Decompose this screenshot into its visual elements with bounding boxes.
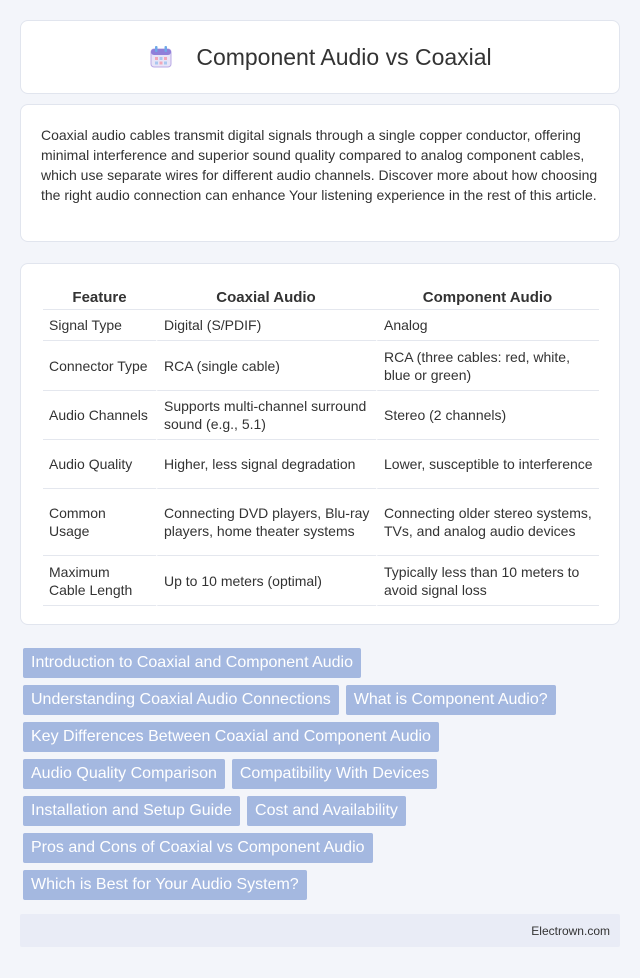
table-row xyxy=(43,556,599,606)
topic-link[interactable]: Introduction to Coaxial and Component Audio xyxy=(23,648,361,678)
topic-links xyxy=(23,648,623,907)
topic-link[interactable]: Compatibility With Devices xyxy=(232,759,437,789)
title-card xyxy=(20,20,620,94)
footer xyxy=(20,914,620,947)
header-coaxial: Coaxial Audio xyxy=(156,284,376,310)
topic-link[interactable]: Installation and Setup Guide xyxy=(23,796,240,826)
cell-feature: Audio Channels xyxy=(43,391,156,440)
page-title: Component Audio vs Coaxial xyxy=(196,43,492,70)
cell-component: Analog xyxy=(376,310,599,341)
cell-feature: Signal Type xyxy=(43,310,156,341)
footer-site-name: Electrown.com xyxy=(531,923,610,938)
intro-card xyxy=(20,104,620,242)
cell-component: Connecting older stereo systems, TVs, and analog audio devices xyxy=(376,489,599,556)
topic-link[interactable]: Understanding Coaxial Audio Connections xyxy=(23,685,339,715)
table-header-row xyxy=(43,284,599,310)
topic-link[interactable]: Key Differences Between Coaxial and Component Audio xyxy=(23,722,439,752)
topic-link[interactable]: Audio Quality Comparison xyxy=(23,759,225,789)
cell-component: Stereo (2 channels) xyxy=(376,391,599,440)
intro-text: Coaxial audio cables transmit digital signals through a single copper conductor, offering minimal interference and superior sound quality compared to analog component cables, which use separate wires for different audio channels. Discover more about how choosing the right audio connection can enhance Your listening experience in the rest of this article. xyxy=(41,127,598,203)
cell-coaxial: Connecting DVD players, Blu-ray players, home theater systems xyxy=(156,489,376,556)
topic-link[interactable]: Cost and Availability xyxy=(247,796,406,826)
header-feature: Feature xyxy=(43,284,156,310)
cell-feature: Audio Quality xyxy=(43,440,156,489)
topic-link[interactable]: What is Component Audio? xyxy=(346,685,556,715)
cell-coaxial: Higher, less signal degradation xyxy=(156,440,376,489)
cell-coaxial: Up to 10 meters (optimal) xyxy=(156,556,376,606)
comparison-table-card xyxy=(20,263,620,625)
calendar-icon xyxy=(148,44,174,70)
topic-link[interactable]: Pros and Cons of Coaxial vs Component Audio xyxy=(23,833,373,863)
cell-coaxial: Digital (S/PDIF) xyxy=(156,310,376,341)
cell-coaxial: RCA (single cable) xyxy=(156,341,376,391)
cell-feature: Maximum Cable Length xyxy=(43,556,156,606)
header-component: Component Audio xyxy=(376,284,599,310)
cell-component: Typically less than 10 meters to avoid signal loss xyxy=(376,556,599,606)
cell-component: Lower, susceptible to interference xyxy=(376,440,599,489)
cell-coaxial: Supports multi-channel surround sound (e.g., 5.1) xyxy=(156,391,376,440)
table-row xyxy=(43,341,599,391)
table-row xyxy=(43,391,599,440)
cell-component: RCA (three cables: red, white, blue or green) xyxy=(376,341,599,391)
cell-feature: Common Usage xyxy=(43,489,156,556)
table-row xyxy=(43,440,599,489)
comparison-table xyxy=(43,284,599,606)
table-row xyxy=(43,489,599,556)
table-row xyxy=(43,310,599,341)
cell-feature: Connector Type xyxy=(43,341,156,391)
topic-link[interactable]: Which is Best for Your Audio System? xyxy=(23,870,307,900)
